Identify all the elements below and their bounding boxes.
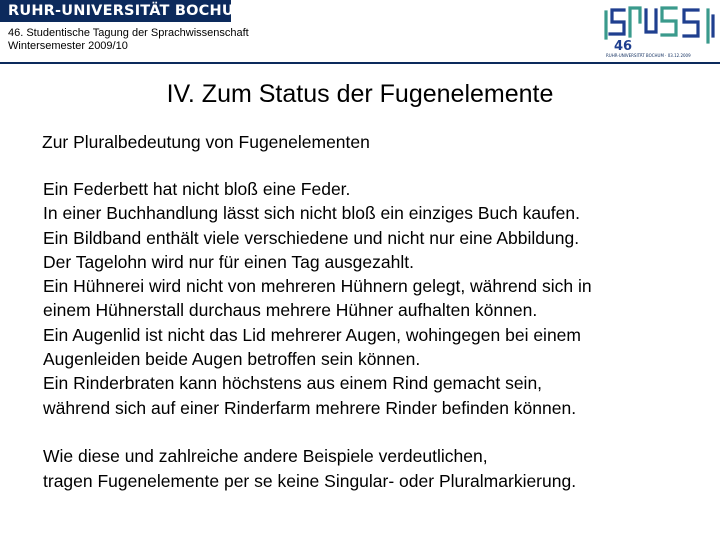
logo-caption: RUHR-UNIVERSITÄT BOCHUM · 03.12.2009 — [606, 53, 691, 58]
slide-subtitle: Zur Pluralbedeutung von Fugenelementen — [42, 132, 370, 152]
conference-title: 46. Studentische Tagung der Sprachwissenschaft — [8, 27, 249, 39]
example-line: Ein Rinderbraten kann höchstens aus einem Rind gemacht sein, — [43, 373, 543, 394]
example-line: einem Hühnerstall durchaus mehrere Hühner aufhalten können. — [43, 300, 538, 321]
header-rule — [0, 62, 720, 64]
semester-label: Wintersemester 2009/10 — [8, 40, 128, 52]
example-line: Augenleiden beide Augen betroffen sein können. — [43, 349, 421, 370]
example-line: Ein Hühnerei wird nicht von mehreren Hühnern gelegt, während sich in — [43, 276, 592, 297]
university-banner: RUHR-UNIVERSITÄT BOCHUM — [0, 0, 231, 22]
example-line: Ein Federbett hat nicht bloß eine Feder. — [43, 179, 351, 199]
slide-body — [43, 177, 713, 493]
conclusion-line: tragen Fugenelemente per se keine Singular- oder Pluralmarkierung. — [43, 470, 577, 491]
example-line: Ein Augenlid ist nicht das Lid mehrerer Augen, wohingegen bei einem — [43, 324, 581, 345]
example-line: Der Tagelohn wird nur für einen Tag ausgezahlt. — [43, 251, 414, 272]
conclusion-line: Wie diese und zahlreiche andere Beispiele verdeutlichen, — [43, 446, 488, 467]
slide-title: IV. Zum Status der Fugenelemente — [166, 80, 554, 108]
conference-logo — [600, 2, 718, 60]
example-line: während sich auf einer Rinderfarm mehrere Rinder befinden können. — [43, 397, 577, 418]
example-line: Ein Bildband enthält viele verschiedene und nicht nur eine Abbildung. — [43, 227, 580, 248]
paragraph-gap — [43, 420, 713, 444]
logo-number: 46 — [614, 39, 633, 54]
example-line: In einer Buchhandlung lässt sich nicht bloß ein einziges Buch kaufen. — [43, 203, 580, 224]
